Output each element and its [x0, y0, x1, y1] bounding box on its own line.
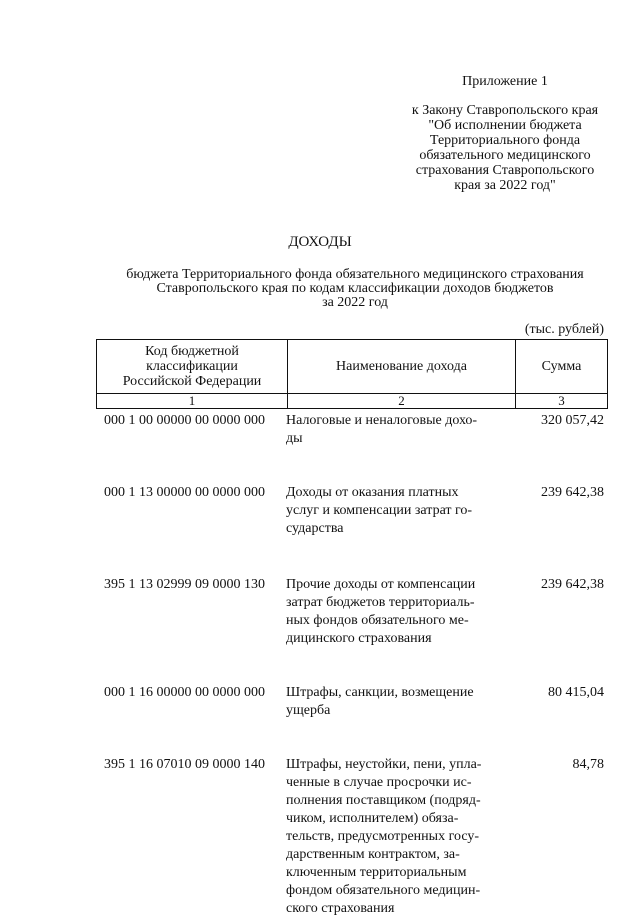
- units-label: (тыс. рублей): [524, 322, 604, 337]
- row-name-line: полнения поставщиком (подряд-: [286, 793, 481, 808]
- row-name: [286, 576, 499, 648]
- appendix-line: Территориального фонда: [429, 133, 581, 148]
- row-name-line: сударства: [286, 521, 344, 536]
- row-sum: 239 642,38: [541, 485, 604, 500]
- row-name-line: чиком, исполнителем) обяза-: [286, 811, 459, 826]
- row-name-line: Доходы от оказания платных: [286, 485, 459, 500]
- table-row: [96, 412, 606, 448]
- table-row: [96, 684, 606, 720]
- row-code: 395 1 16 07010 09 0000 140: [104, 757, 265, 772]
- row-name-line: Налоговые и неналоговые дохо-: [286, 413, 478, 428]
- row-name: [286, 412, 499, 448]
- header-name: Наименование дохода: [288, 340, 516, 394]
- row-sum: 239 642,38: [541, 577, 604, 592]
- row-name-line: ского страхования: [286, 901, 395, 916]
- appendix-line: к Закону Ставропольского края: [411, 103, 599, 118]
- appendix-line: "Об исполнении бюджета: [428, 118, 582, 133]
- table-row: [96, 756, 606, 918]
- row-name-line: затрат бюджетов территориаль-: [286, 595, 475, 610]
- row-sum: 80 415,04: [548, 685, 604, 700]
- table-body: [96, 412, 606, 918]
- row-name-line: дарственным контрактом, за-: [286, 847, 460, 862]
- row-name-line: дицинского страхования: [286, 631, 432, 646]
- appendix-line: края за 2022 год": [454, 178, 556, 193]
- row-name-line: ченные в случае просрочки ис-: [286, 775, 472, 790]
- subtitle-line: за 2022 год: [322, 295, 388, 310]
- header-sum: Сумма: [516, 340, 608, 394]
- row-code: 000 1 00 00000 00 0000 000: [104, 413, 265, 428]
- row-sum: 84,78: [572, 757, 604, 772]
- row-name: [286, 484, 499, 538]
- column-number: 2: [288, 394, 516, 409]
- header-code-line: Код бюджетной: [145, 344, 239, 359]
- header-code-line: классификации: [146, 359, 238, 374]
- row-code: 000 1 13 00000 00 0000 000: [104, 485, 265, 500]
- table-header: [96, 339, 608, 409]
- header-code: [97, 340, 288, 394]
- table-row: [96, 484, 606, 538]
- table-row: [96, 576, 606, 648]
- row-code: 000 1 16 00000 00 0000 000: [104, 685, 265, 700]
- row-name-line: Прочие доходы от компенсации: [286, 577, 476, 592]
- row-name-line: ключенным территориальным: [286, 865, 467, 880]
- subtitle-line: бюджета Территориального фонда обязательного медицинского страхования: [126, 267, 584, 282]
- appendix-line: страхования Ставропольского: [415, 163, 595, 178]
- row-sum: 320 057,42: [541, 413, 604, 428]
- row-name: [286, 684, 499, 720]
- column-number: 1: [97, 394, 288, 409]
- row-code: 395 1 13 02999 09 0000 130: [104, 577, 265, 592]
- column-number: 3: [516, 394, 608, 409]
- appendix-line: обязательного медицинского: [419, 148, 591, 163]
- row-name-line: тельств, предусмотренных госу-: [286, 829, 480, 844]
- subtitle-line: Ставропольского края по кодам классификации доходов бюджетов: [156, 281, 554, 296]
- row-name: [286, 756, 499, 918]
- row-name-line: фондом обязательного медицин-: [286, 883, 481, 898]
- row-name-line: Штрафы, неустойки, пени, упла-: [286, 757, 482, 772]
- row-name-line: ды: [286, 431, 303, 446]
- appendix-title: Приложение 1: [462, 74, 548, 89]
- row-name-line: услуг и компенсации затрат го-: [286, 503, 473, 518]
- document-title: ДОХОДЫ: [288, 234, 352, 250]
- row-name-line: ущерба: [286, 703, 331, 718]
- header-code-line: Российской Федерации: [122, 374, 262, 389]
- row-name-line: ных фондов обязательного ме-: [286, 613, 469, 628]
- document-subtitle: [90, 268, 620, 310]
- appendix-block: [390, 74, 620, 193]
- row-name-line: Штрафы, санкции, возмещение: [286, 685, 474, 700]
